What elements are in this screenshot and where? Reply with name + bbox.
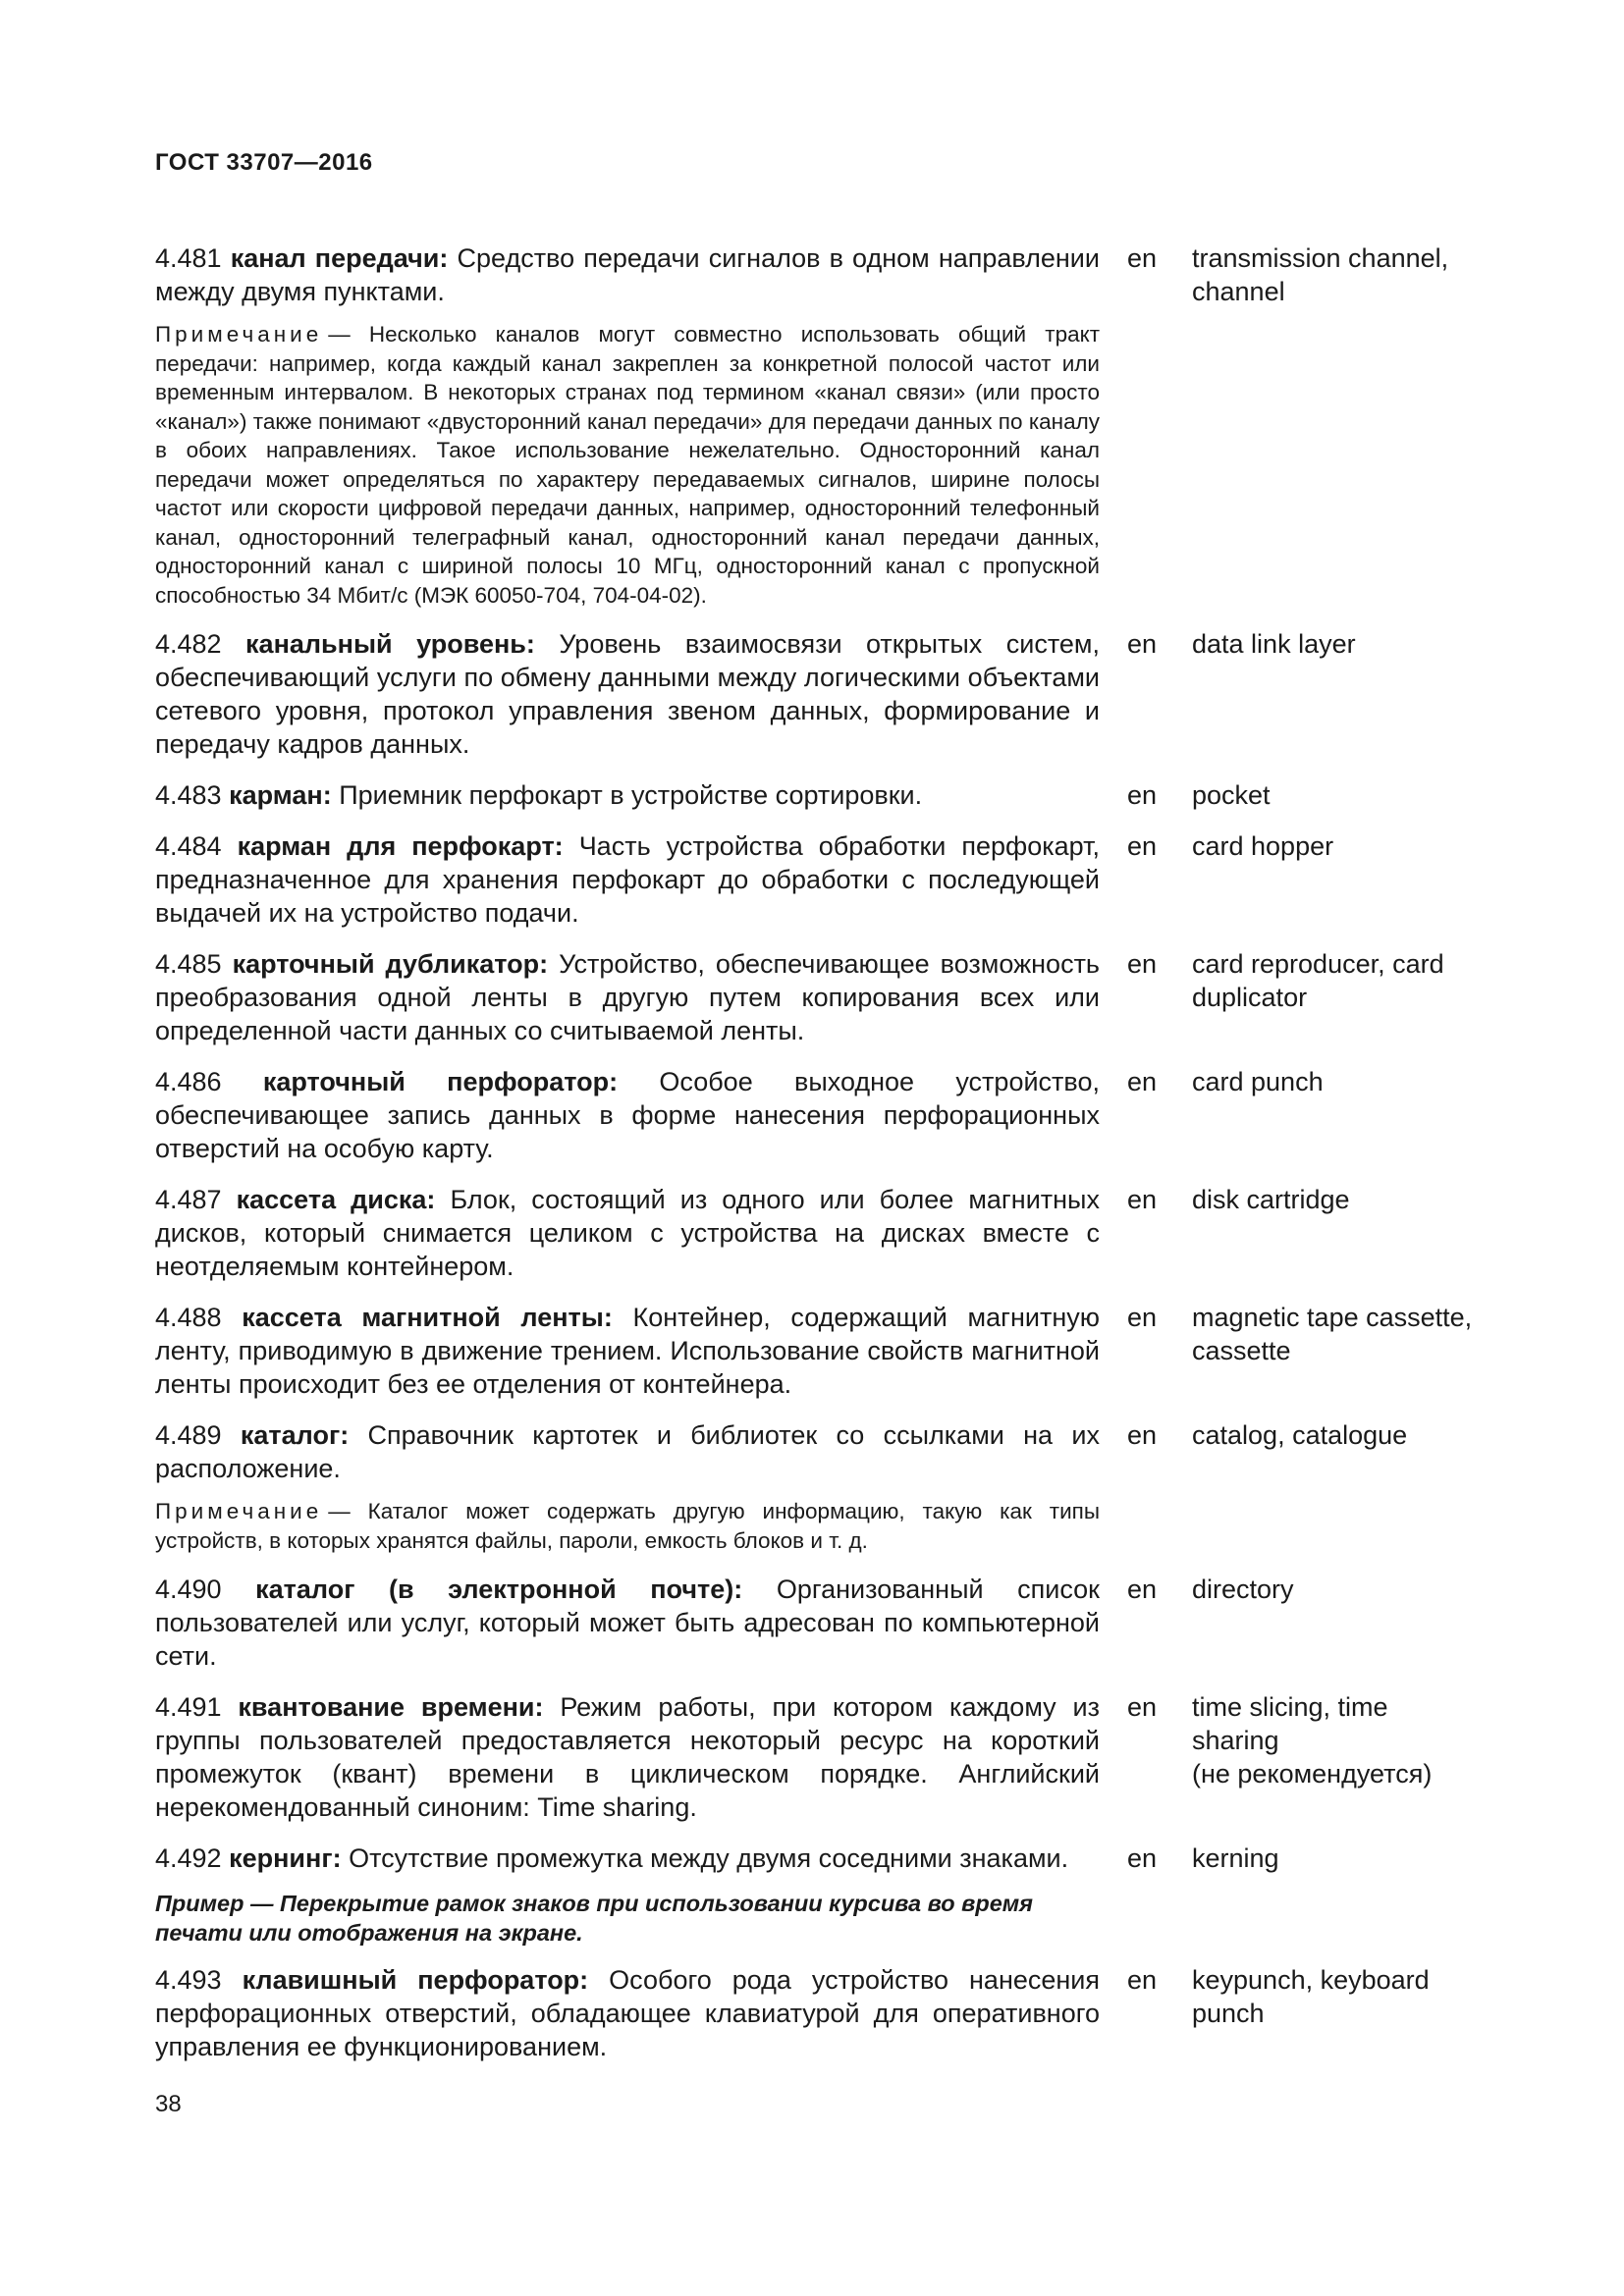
term-number: 4.488	[155, 1303, 222, 1332]
language-code: en	[1127, 1965, 1158, 1995]
term-entry	[155, 1418, 1520, 1485]
language-code: en	[1127, 1303, 1158, 1332]
term-number: 4.483	[155, 780, 222, 810]
note-label: Примечание	[155, 1499, 323, 1523]
language-code: en	[1127, 831, 1158, 861]
english-equivalent: disk cartridge	[1192, 1185, 1350, 1214]
term-definition-ru	[155, 627, 1100, 761]
note-label: Примечание	[155, 322, 323, 347]
term-definition-ru	[155, 1690, 1100, 1824]
term-note	[155, 1497, 1100, 1555]
term-entry	[155, 1183, 1520, 1283]
term-name: канал передачи:	[230, 243, 449, 273]
page-number: 38	[155, 2091, 182, 2117]
term-name: канальный уровень:	[245, 629, 535, 659]
language-code: en	[1127, 243, 1158, 273]
english-equivalent: card reproducer, card duplicator	[1192, 949, 1444, 1012]
english-equivalent: pocket	[1192, 780, 1271, 810]
english-equivalent: card punch	[1192, 1067, 1324, 1096]
term-name: карман:	[229, 780, 332, 810]
language-code: en	[1127, 1067, 1158, 1096]
term-definition-text: Часть устройства обработки перфокарт, предназначенное для хранения перфокарт до обработки с последующей выдачей их на устройство подачи.	[155, 831, 1100, 928]
term-number: 4.481	[155, 243, 222, 273]
term-number: 4.482	[155, 629, 222, 659]
term-definition-ru	[155, 829, 1100, 930]
term-entry	[155, 1842, 1520, 1875]
term-definition-ru	[155, 1963, 1100, 2063]
english-equivalent: card hopper	[1192, 831, 1334, 861]
english-equivalent: data link layer	[1192, 629, 1356, 659]
term-number: 4.489	[155, 1420, 222, 1450]
term-definition-ru	[155, 1418, 1100, 1485]
term-name: квантование времени:	[238, 1692, 544, 1722]
english-equivalent: kerning	[1192, 1843, 1279, 1873]
term-definition-text: Уровень взаимосвязи открытых систем, обеспечивающий услуги по обмену данными между логическими объектами сетевого уровня, протокол управления звеном данных, формирование и передачу кадров данных.	[155, 629, 1100, 759]
note-text: — Несколько каналов могут совместно использовать общий тракт передачи: например, когда каждый канал закреплен за конкретной полосой частот или временным интервалом. В некоторых странах под термином «канал связи» (или просто «канал») также понимают «двусторонний канал передачи» для передачи данных по каналу в обоих направлениях. Такое использование нежелательно. Односторонний канал передачи может определяться по характеру передаваемых сигналов, ширине полосы частот или скорости цифровой передачи данных, например, односторонний телефонный канал, односторонний телеграфный канал, односторонний канал передачи данных, односторонний канал с шириной полосы 10 МГц, односторонний канал с пропускной способностью 34 Мбит/с (МЭК 60050-704, 704-04-02).	[155, 322, 1100, 608]
term-entry	[155, 829, 1520, 930]
document-header: ГОСТ 33707—2016	[155, 149, 373, 176]
term-definition-ru	[155, 241, 1100, 308]
english-equivalent: time slicing, time sharing (не рекомендуется)	[1192, 1692, 1433, 1789]
term-definition-ru	[155, 778, 1100, 812]
term-name: карман для перфокарт:	[237, 831, 564, 861]
term-definition-ru	[155, 1573, 1100, 1673]
language-code: en	[1127, 949, 1158, 979]
language-code: en	[1127, 1185, 1158, 1214]
english-equivalent: magnetic tape cassette, cassette	[1192, 1303, 1473, 1365]
term-name: каталог:	[240, 1420, 350, 1450]
term-name: карточный дубликатор:	[232, 949, 549, 979]
term-entry	[155, 947, 1520, 1047]
term-entry	[155, 241, 1520, 308]
language-code: en	[1127, 629, 1158, 659]
term-number: 4.492	[155, 1843, 222, 1873]
term-definition-text: Приемник перфокарт в устройстве сортировки.	[339, 780, 923, 810]
english-equivalent: catalog, catalogue	[1192, 1420, 1408, 1450]
note-text: — Каталог может содержать другую информацию, такую как типы устройств, в которых хранятся файлы, пароли, емкость блоков и т. д.	[155, 1499, 1100, 1553]
term-entry	[155, 1690, 1520, 1824]
language-code: en	[1127, 780, 1158, 810]
term-name: карточный перфоратор:	[262, 1067, 619, 1096]
term-definition-text: Справочник картотек и библиотек со ссылками на их расположение.	[155, 1420, 1100, 1483]
term-entry	[155, 1301, 1520, 1401]
language-code: en	[1127, 1843, 1158, 1873]
term-number: 4.493	[155, 1965, 222, 1995]
english-equivalent: transmission channel, channel	[1192, 243, 1449, 306]
term-number: 4.484	[155, 831, 222, 861]
language-code: en	[1127, 1692, 1158, 1722]
term-definition-text: Контейнер, содержащий магнитную ленту, приводимую в движение трением. Использование свойств магнитной ленты происходит без ее отделения от контейнера.	[155, 1303, 1100, 1399]
term-definition-text: Блок, состоящий из одного или более магнитных дисков, который снимается целиком с устройства на дисках вместе с неотделяемым контейнером.	[155, 1185, 1100, 1281]
term-note	[155, 320, 1100, 610]
term-definition-ru	[155, 1183, 1100, 1283]
term-definition-ru	[155, 1842, 1100, 1875]
term-entry	[155, 1065, 1520, 1165]
term-number: 4.485	[155, 949, 222, 979]
term-definition-text: Устройство, обеспечивающее возможность преобразования одной ленты в другую путем копирования всех или определенной части данных со считываемой ленты.	[155, 949, 1100, 1045]
term-entry	[155, 1573, 1520, 1673]
term-name: кернинг:	[229, 1843, 342, 1873]
term-entry	[155, 1963, 1520, 2063]
english-equivalent: keypunch, keyboard punch	[1192, 1965, 1430, 2028]
term-definition-ru	[155, 1065, 1100, 1165]
term-name: каталог (в электронной почте):	[255, 1575, 743, 1604]
term-definition-text: Особого рода устройство нанесения перфорационных отверстий, обладающее клавиатурой для оперативного управления ее функционированием.	[155, 1965, 1100, 2061]
term-definition-text: Режим работы, при котором каждому из группы пользователей предоставляется некоторый ресурс на короткий промежуток (квант) времени в циклическом порядке. Английский нерекомендованный синоним: Time sharing.	[155, 1692, 1100, 1822]
term-definition-ru	[155, 1301, 1100, 1401]
language-code: en	[1127, 1575, 1158, 1604]
term-number: 4.490	[155, 1575, 222, 1604]
term-number: 4.487	[155, 1185, 222, 1214]
language-code: en	[1127, 1420, 1158, 1450]
term-definition-ru	[155, 947, 1100, 1047]
term-definition-text: Организованный список пользователей или услуг, который может быть адресован по компьютерной сети.	[155, 1575, 1100, 1671]
term-entry	[155, 778, 1520, 812]
term-number: 4.491	[155, 1692, 222, 1722]
term-definition-text: Средство передачи сигналов в одном направлении между двумя пунктами.	[155, 243, 1100, 306]
term-definition-text: Отсутствие промежутка между двумя соседними знаками.	[349, 1843, 1069, 1873]
term-name: клавишный перфоратор:	[242, 1965, 589, 1995]
term-number: 4.486	[155, 1067, 222, 1096]
term-name: кассета диска:	[236, 1185, 436, 1214]
term-example: Пример — Перекрытие рамок знаков при использовании курсива во время печати или отображения на экране.	[155, 1891, 1033, 1946]
term-entry	[155, 627, 1520, 761]
term-name: кассета магнитной ленты:	[242, 1303, 613, 1332]
term-definition-text: Особое выходное устройство, обеспечивающее запись данных в форме нанесения перфорационных отверстий на особую карту.	[155, 1067, 1100, 1163]
term-entries	[155, 241, 1520, 2081]
english-equivalent: directory	[1192, 1575, 1294, 1604]
